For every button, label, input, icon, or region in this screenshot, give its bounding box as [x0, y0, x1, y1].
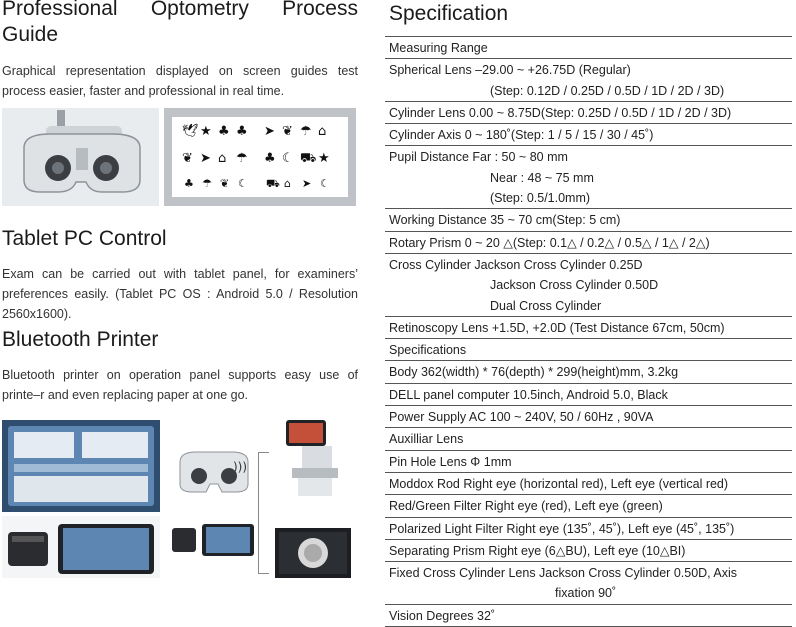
tree-icon: ♣ — [218, 124, 230, 139]
rabbit-icon: ❦ — [220, 177, 230, 190]
specification-heading: Specification — [389, 2, 509, 25]
house-icon: ⌂ — [284, 177, 291, 190]
wireless-icon: ))) — [233, 460, 248, 474]
spec-row-text: Pin Hole Lens Φ 1mm — [389, 454, 512, 469]
tree-icon: ♣ — [264, 151, 276, 166]
spec-row-subtext: Near : 48 ~ 75 mm — [490, 170, 594, 185]
spec-row-text: DELL panel computer 10.5inch, Android 5.0, Black — [389, 387, 668, 402]
spec-row — [385, 406, 792, 428]
spec-row — [385, 451, 792, 473]
spec-row — [385, 102, 792, 124]
rabbit-icon: ❦ — [182, 151, 193, 166]
phoropter-image — [2, 108, 159, 206]
spec-row-text: Polarized Light Filter Right eye (135˚, 45˚), Left eye (45˚, 135˚) — [389, 521, 735, 536]
spec-row-subtext: Dual Cross Cylinder — [490, 298, 602, 313]
tablet-text: Exam can be carried out with tablet panel, for examiners’ preferences easily. (Tablet PC OS : Android 5.0 / Resolution 2560x1600). — [2, 267, 358, 321]
spec-row-text: Separating Prism Right eye (6△BU), Left eye (10△BI) — [389, 543, 686, 558]
optometry-heading — [2, 0, 358, 48]
spec-row-text: Red/Green Filter Right eye (red), Left eye (green) — [389, 499, 663, 514]
spec-row-subtext: fixation 90˚ — [555, 586, 617, 601]
specification-table — [385, 36, 792, 627]
spec-row — [385, 562, 792, 605]
spec-row-subtext: (Step: 0.5/1.0mm) — [490, 191, 591, 206]
spec-row — [385, 428, 792, 450]
house-icon: ⌂ — [218, 151, 227, 166]
optometry-heading-word-2: Optometry — [150, 0, 249, 20]
left-column — [0, 0, 360, 580]
car-icon: ⛟ — [300, 151, 317, 166]
spec-row — [385, 232, 792, 254]
moon-icon: ☾ — [320, 177, 330, 190]
spec-row-subtext: Jackson Cross Cylinder 0.50D — [490, 278, 659, 293]
fish-icon: ➤ — [264, 124, 275, 139]
spec-row — [385, 254, 792, 317]
spec-row — [385, 209, 792, 231]
rabbit-icon: ❦ — [282, 124, 293, 139]
spec-row — [385, 518, 792, 540]
moon-icon: ☾ — [282, 151, 294, 166]
spec-row — [385, 384, 792, 406]
spec-row — [385, 317, 792, 339]
spec-row-subtext: (Step: 0.12D / 0.25D / 0.5D / 1D / 2D / 3D) — [490, 83, 725, 98]
display-image — [275, 528, 351, 578]
umbrella-icon: ☂ — [202, 177, 212, 190]
fish-icon: ➤ — [302, 177, 312, 190]
spec-row — [385, 146, 792, 209]
spec-row-text: Retinoscopy Lens +1.5D, +2.0D (Test Distance 67cm, 50cm) — [389, 320, 725, 335]
spec-row-text: Moddox Rod Right eye (horizontal red), Left eye (vertical red) — [389, 476, 729, 491]
tablet-heading: Tablet PC Control — [2, 227, 167, 250]
spec-row — [385, 124, 792, 146]
spec-row — [385, 59, 792, 102]
optometry-heading-word-1: Professional — [2, 0, 118, 20]
spec-row-text: Working Distance 35 ~ 70 cm(Step: 5 cm) — [389, 213, 621, 228]
house-icon: ⌂ — [318, 124, 327, 139]
tablet-screen-image — [2, 420, 160, 512]
spec-row — [385, 540, 792, 562]
spec-row — [385, 473, 792, 495]
specification-column — [385, 0, 796, 623]
fish-icon: ➤ — [200, 151, 211, 166]
moon-icon: ☾ — [238, 177, 248, 190]
spec-row-text: Rotary Prism 0 ~ 20 △(Step: 0.1△ / 0.2△ / 0.5△ / 1△ / 2△) — [389, 235, 710, 250]
printer-small-image — [170, 520, 256, 560]
spec-row-text: Measuring Range — [389, 41, 488, 55]
vision-chart-image — [164, 108, 356, 206]
printer-tablet-image — [2, 516, 160, 578]
optometry-text: Graphical representation displayed on screen guides test process easier, faster and professional in real time. — [2, 64, 358, 98]
tree-icon: ♣ — [236, 124, 248, 139]
printer-heading: Bluetooth Printer — [2, 328, 159, 351]
spec-row-text: Body 362(width) * 76(depth) * 299(height)mm, 3.2kg — [389, 365, 679, 380]
connector-bracket — [258, 452, 269, 574]
phoropter-small-image — [172, 440, 256, 510]
bird-icon: 🕊 — [182, 124, 199, 139]
refractor-image — [272, 418, 354, 498]
spec-row-text: Vision Degrees 32˚ — [389, 608, 496, 623]
car-icon: ⛟ — [266, 177, 280, 190]
tree-icon: ♣ — [184, 177, 194, 190]
spec-row — [385, 361, 792, 383]
spec-row — [385, 37, 792, 59]
vision-chart-panel — [172, 117, 348, 197]
spec-row-text: Pupil Distance Far : 50 ~ 80 mm — [389, 150, 568, 165]
spec-row-text: Cross Cylinder Jackson Cross Cylinder 0.25D — [389, 257, 643, 272]
spec-row-text: Power Supply AC 100 ~ 240V, 50 / 60Hz , 90VA — [389, 410, 654, 425]
spec-row-text: Cylinder Lens 0.00 ~ 8.75D(Step: 0.25D / 0.5D / 1D / 2D / 3D) — [389, 105, 732, 120]
spec-row — [385, 339, 792, 361]
spec-row — [385, 495, 792, 517]
umbrella-icon: ☂ — [236, 151, 248, 166]
optometry-heading-line-2: Guide — [2, 23, 59, 46]
spec-row-text: Auxilliar Lens — [389, 432, 464, 447]
star-icon: ★ — [200, 124, 212, 139]
spec-row-text: Spherical Lens –29.00 ~ +26.75D (Regular) — [389, 63, 631, 78]
printer-text: Bluetooth printer on operation panel supports easy use of printe–r and even replacing paper at one go. — [2, 368, 358, 402]
star-icon: ★ — [318, 151, 330, 166]
spec-row-text: Cylinder Axis 0 ~ 180˚(Step: 1 / 5 / 15 / 30 / 45˚) — [389, 128, 654, 143]
spec-row-text: Fixed Cross Cylinder Lens Jackson Cross Cylinder 0.50D, Axis — [389, 566, 738, 581]
optometry-heading-word-3: Process — [282, 0, 358, 20]
spec-row-text: Specifications — [389, 343, 467, 358]
umbrella-icon: ☂ — [300, 124, 312, 139]
spec-row — [385, 605, 792, 627]
